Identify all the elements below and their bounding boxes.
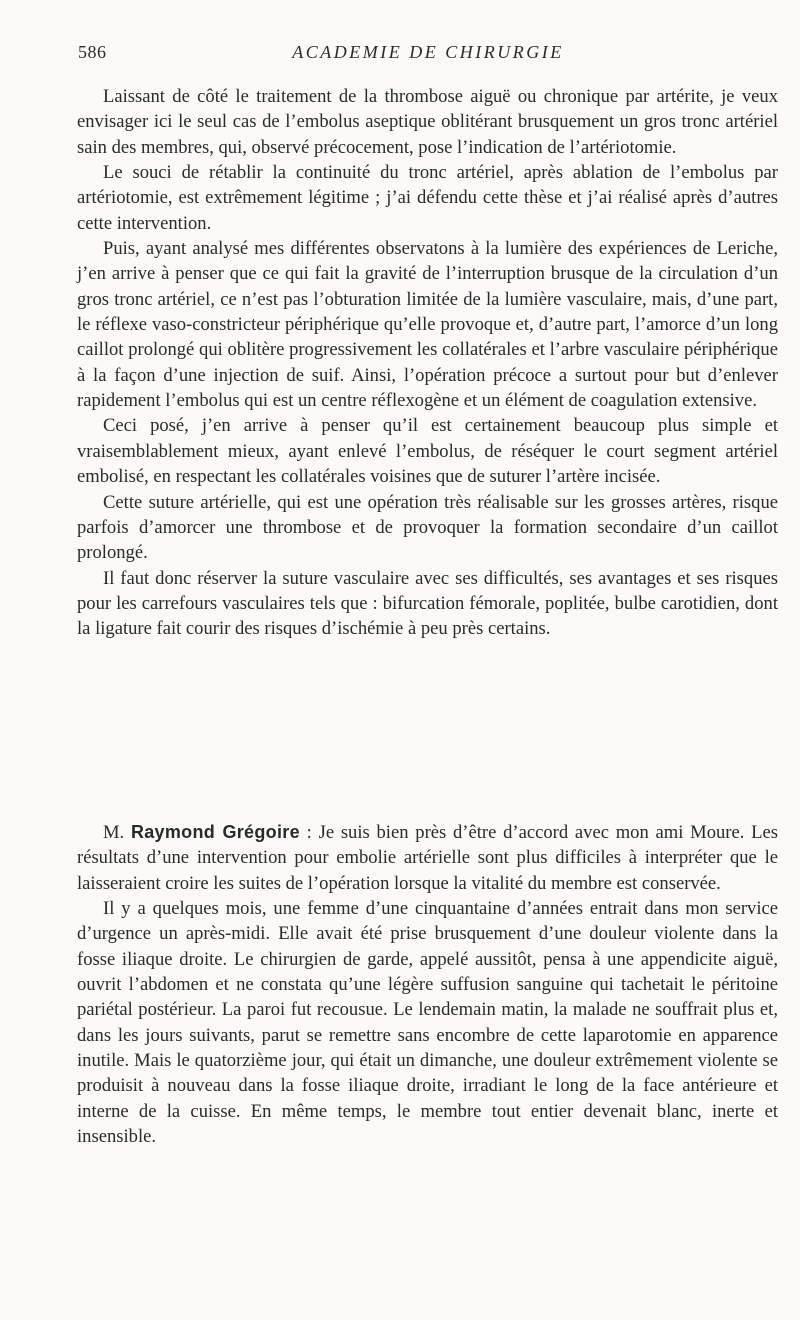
paragraph: Laissant de côté le traitement de la thrombose aiguë ou chronique par artérite, je veux envisager ici le seul cas de l’embolus aseptique oblitérant brusquement un gros tronc artériel sain des membres, qui, observé précocement, pose l’indication de l’artériotomie. xyxy=(77,86,778,158)
speaker-name: Raymond Grégoire xyxy=(130,822,300,842)
body-text-section-1 xyxy=(77,84,778,642)
speaker-colon: : xyxy=(299,822,319,843)
paragraph: Ceci posé, j’en arrive à penser qu’il est certainement beaucoup plus simple et vraisemblablement mieux, ayant enlevé l’embolus, de réséquer le court segment artériel embolisé, en respectant les collatérales voisines que de suturer l’artère incisée. xyxy=(77,415,778,488)
discussion-section xyxy=(77,820,778,1149)
paragraph: Le souci de rétablir la continuité du tronc artériel, après ablation de l’embolus par artériotomie, est extrêmement légitime ; j’ai défendu cette thèse et j’ai réalisé après d’autres cette intervention. xyxy=(77,162,778,234)
running-head xyxy=(78,40,778,68)
speaker-paragraph xyxy=(77,820,778,896)
speaker-text: Je suis bien près d’être d’accord avec mon ami Moure. Les résultats d’une intervention pour embolie artérielle sont plus difficiles à interpréter que le laisseraient croire les suites de l’opération lorsque la vitalité du membre est conservée. xyxy=(77,822,778,894)
paragraph: Cette suture artérielle, qui est une opération très réalisable sur les grosses artères, risque parfois d’amorcer une thrombose et de provoquer la formation secondaire d’un caillot prolongé. xyxy=(77,491,778,564)
journal-title: ACADEMIE DE CHIRURGIE xyxy=(292,42,564,62)
paragraph: Il faut donc réserver la suture vasculaire avec ses difficultés, ses avantages et ses risques pour les carrefours vasculaires tels que : bifurcation fémorale, poplitée, bulbe carotidien, dont la ligature fait courir des risques d’ischémie à peu près certains. xyxy=(77,567,778,640)
page-number: 586 xyxy=(78,42,107,62)
speaker-title: M. xyxy=(103,822,131,843)
paragraph: Il y a quelques mois, une femme d’une cinquantaine d’années entrait dans mon service d’urgence un après-midi. Elle avait été prise brusquement d’une douleur violente dans la fosse iliaque droite. Le chirurgien de garde, appelé aussitôt, pensa à une appendicite aiguë, ouvrit l’abdomen et ne constata qu’une légère suffusion sanguine qui tachetait le péritoine pariétal postérieur. La paroi fut recousue. Le lendemain matin, la malade ne souffrait plus et, dans les jours suivants, parut se remettre sans encombre de cette laparotomie en apparence inutile. Mais le quatorzième jour, qui était un dimanche, une douleur extrêmement violente se produisit à nouveau dans la fosse iliaque droite, irradiant le long de la face antérieure et interne de la cuisse. En même temps, le membre tout entier devenait blanc, inerte et insensible. xyxy=(77,898,778,1148)
paragraph: Puis, ayant analysé mes différentes observatons à la lumière des expériences de Leriche, j’en arrive à penser que ce qui fait la gravité de l’interruption brusque de la circulation d’un gros tronc artériel, ce n’est pas l’obturation limitée de la lumière vasculaire, mais, d’une part, le réflexe vaso-constricteur périphérique qu’elle provoque et, d’autre part, l’amorce d’un long caillot prolongé qui oblitère progressivement les collatérales et l’arbre vasculaire périphérique à la façon d’une injection de suif. Ainsi, l’opération précoce a surtout pour but d’enlever rapidement l’embolus qui est un centre réflexogène et un élément de coagulation extensive. xyxy=(77,238,778,412)
